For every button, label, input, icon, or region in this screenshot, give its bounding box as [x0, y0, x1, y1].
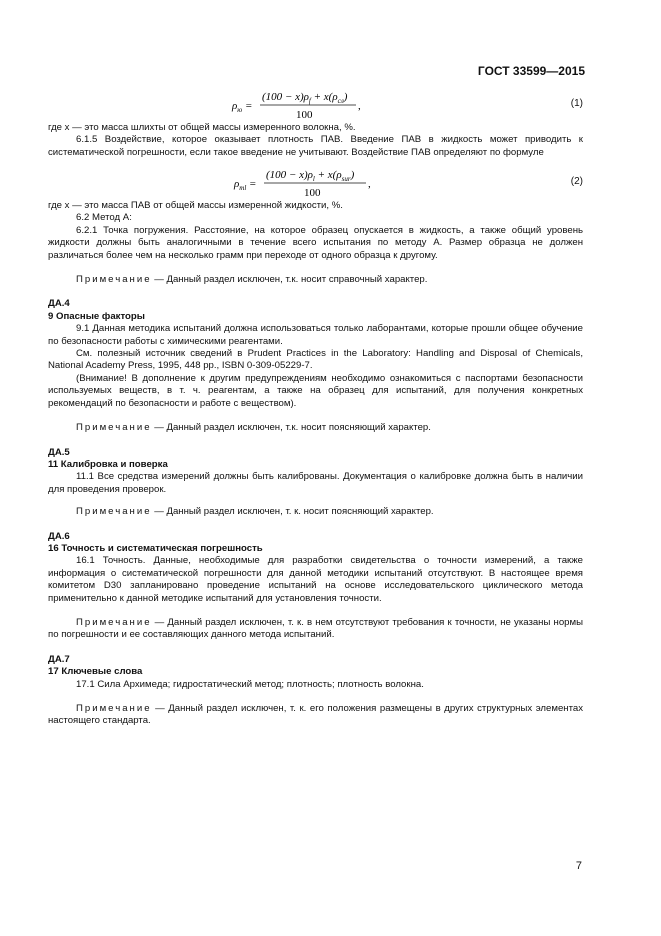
section-da6-title: 16 Точность и систематическая погрешность: [48, 542, 263, 554]
formula-2-lhs: $\rho_{ml}$ =: [234, 178, 257, 192]
content-main: [48, 200, 583, 728]
svg-text:,: ,: [368, 178, 371, 190]
note-5: Примечание — Данный раздел исключен, т. к. его положения размещены в других структурных элементах настоящего стандарта.: [48, 703, 583, 727]
para-6-2-1: 6.2.1 Точка погружения. Расстояние, на которое образец опускается в жидкость, а также общий уровень жидкости должны быть аналогичными в течение всего испытания по методу А. Размер образца не должен различаться более чем на несколько грамм при переходе от одного образца к другому.: [48, 224, 583, 261]
section-da4-code: ДА.4: [48, 298, 70, 310]
note-4: Примечание — Данный раздел исключен, т. к. в нем отсутствуют требования к точности, не указаны нормы по погрешности и ее составляющих данного метода испытаний.: [48, 616, 583, 641]
note-label: Примечание: [76, 274, 152, 286]
para-11-1: 11.1 Все средства измерений должны быть калиброваны. Документация о калибровке должна быть в наличии для проведения проверок.: [48, 471, 583, 495]
page-number: 7: [575, 860, 582, 872]
where-1: где x — это масса шлихты от общей массы измеренного волокна, %.: [48, 122, 356, 133]
note-2: Примечание — Данный раздел исключен, т.к. носит поясняющий характер.: [76, 422, 431, 434]
formula-2-number: (2): [570, 176, 583, 187]
svg-text:,: ,: [358, 100, 361, 112]
note-label: Примечание: [76, 506, 152, 518]
para-source: См. полезный источник сведений в Prudent Practices in the Laboratory: Handling and Disposal of Chemicals, National Academy Press, 1995, 448 pp., ISBN 0-309-05229-7.: [48, 348, 583, 372]
where-2: где x — это масса ПАВ от общей массы измеренной жидкости, %.: [48, 200, 343, 211]
formula-1-numerator: $(100 - x)\rho_f + x(\rho_{сл})$: [262, 91, 348, 105]
note-3: Примечание — Данный раздел исключен, т. к. носит поясняющий характер.: [76, 506, 434, 518]
section-da5-code: ДА.5: [48, 446, 70, 458]
para-warning: (Внимание! В дополнение к другим предупреждениям необходимо ознакомиться с паспортами безопасности используемых веществ, в т. ч. реагентам, а также на образец для испытаний, для получения конкретных рекомендаций по безопасности и работе с веществом).: [48, 372, 583, 409]
para-9-1: 9.1 Данная методика испытаний должна использоваться только лаборантами, которые прошли общее обучение по безопасности работы с химическими реагентами.: [48, 323, 583, 347]
formula-1-denominator: 100: [296, 109, 313, 121]
para-6-2: 6.2 Метод А:: [76, 212, 132, 224]
section-da7-code: ДА.7: [48, 653, 70, 665]
formula-2-denominator: 100: [304, 187, 321, 199]
formula-2-numerator: $(100 - x)\rho_l + x(\rho_{sur})$: [266, 169, 355, 183]
note-label: Примечание: [76, 703, 152, 714]
para-6-1-5: 6.1.5 Воздействие, которое оказывает плотность ПАВ. Введение ПАВ в жидкость может приводить к систематической погрешности, если такое введение не учитывают. Воздействие ПАВ определяют по формуле: [48, 134, 583, 158]
note-label: Примечание: [76, 616, 152, 628]
para-16-1: 16.1 Точность. Данные, необходимые для разработки свидетельства о точности измерений, а также информация о систематической погрешности для данной методики испытаний отсутствуют. В настоящее время комитетом D30 запланировано проведение испытаний на основе исследовательского циклического метода применительно к данной методике испытаний для установления точности.: [48, 555, 583, 604]
standard-header: ГОСТ 33599—2015: [477, 64, 585, 78]
note-1: Примечание — Данный раздел исключен, т.к. носит справочный характер.: [76, 274, 428, 286]
content-upper: [48, 122, 583, 159]
section-da4-title: 9 Опасные факторы: [48, 310, 145, 322]
section-da7-title: 17 Ключевые слова: [48, 666, 143, 678]
para-17-1: 17.1 Сила Архимеда; гидростатический метод; плотность; плотность волокна.: [76, 678, 424, 690]
section-da6-code: ДА.6: [48, 530, 70, 542]
formula-1-number: (1): [570, 98, 583, 109]
note-label: Примечание: [76, 422, 152, 434]
section-da5-title: 11 Калибровка и поверка: [48, 458, 168, 470]
formula-1-lhs: $\rho_ю$ =: [232, 100, 253, 114]
